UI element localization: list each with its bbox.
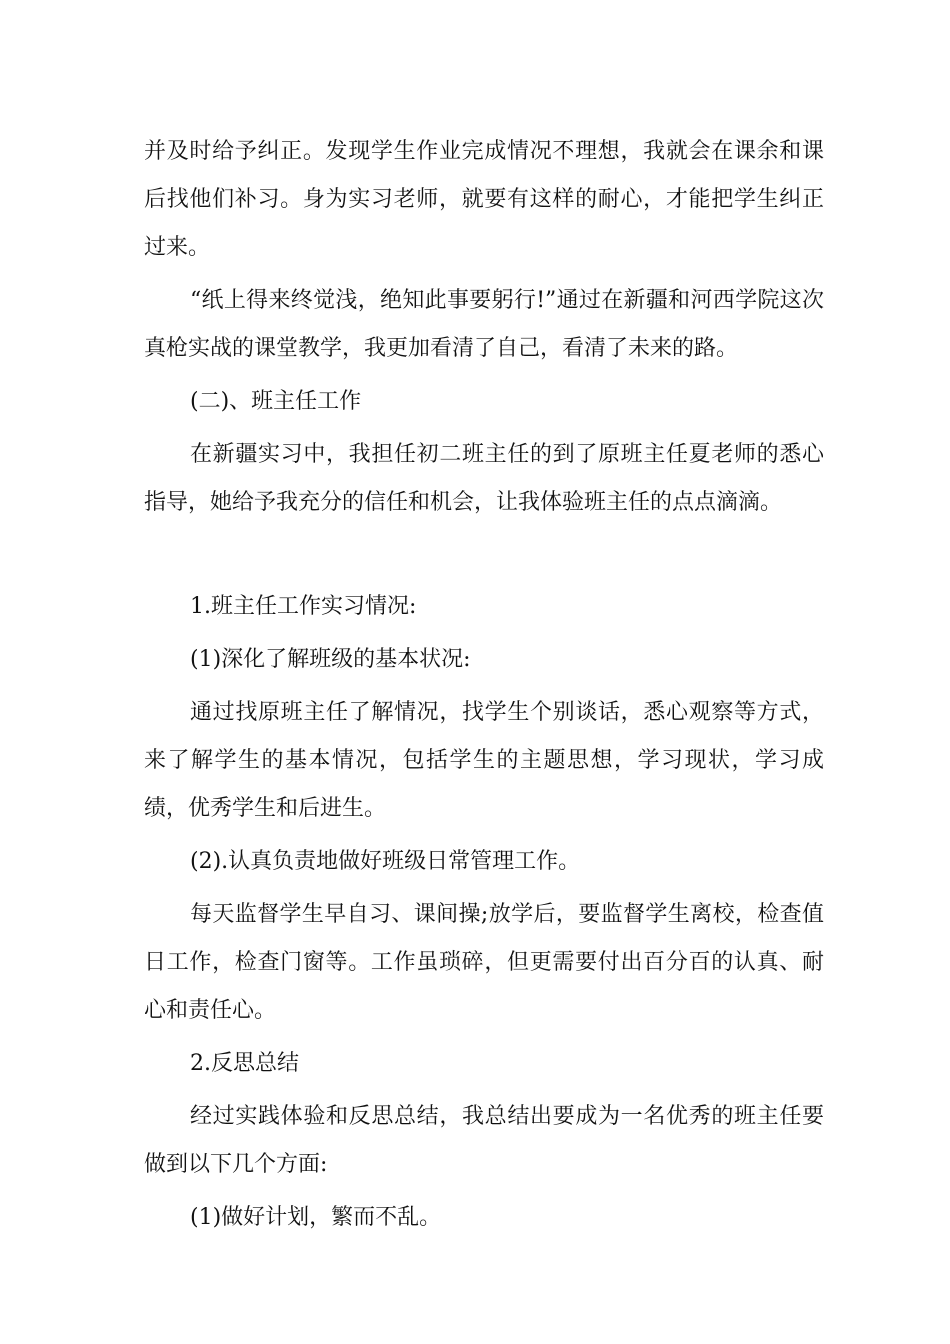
subheading-daily-management: (2).认真负责地做好班级日常管理工作。 (190, 849, 581, 874)
subheading-internship-status: 1.班主任工作实习情况: (190, 594, 417, 619)
paragraph-understand-class: 通过找原班主任了解情况，找学生个别谈话，悉心观察等方式，来了解学生的基本情况，包括学生的主题思想，学习现状，学习成绩，优秀学生和后进生。 (144, 700, 824, 821)
subheading-planning: (1)做好计划，繁而不乱。 (190, 1205, 442, 1230)
section-heading-class-teacher: (二)、班主任工作 (190, 389, 362, 414)
paragraph-daily-management: 每天监督学生早自习、课间操;放学后，要监督学生离校，检查值日工作，检查门窗等。工作虽琐碎，但更需要付出百分百的认真、耐心和责任心。 (144, 902, 824, 1023)
paragraph-continuation: 并及时给予纠正。发现学生作业完成情况不理想，我就会在课余和课后找他们补习。身为实习老师，就要有这样的耐心，才能把学生纠正过来。 (144, 139, 824, 260)
subheading-understand-class: (1)深化了解班级的基本状况: (190, 647, 471, 672)
subheading-reflection: 2.反思总结 (190, 1051, 299, 1076)
paragraph-quote: “纸上得来终觉浅，绝知此事要躬行!”通过在新疆和河西学院这次真枪实战的课堂教学，我更加看清了自己，看清了未来的路。 (144, 288, 824, 361)
document-body (144, 128, 824, 1242)
paragraph-class-teacher-intro: 在新疆实习中，我担任初二班主任的到了原班主任夏老师的悉心指导，她给予我充分的信任和机会，让我体验班主任的点点滴滴。 (144, 442, 824, 515)
paragraph-reflection: 经过实践体验和反思总结，我总结出要成为一名优秀的班主任要做到以下几个方面: (144, 1104, 824, 1177)
